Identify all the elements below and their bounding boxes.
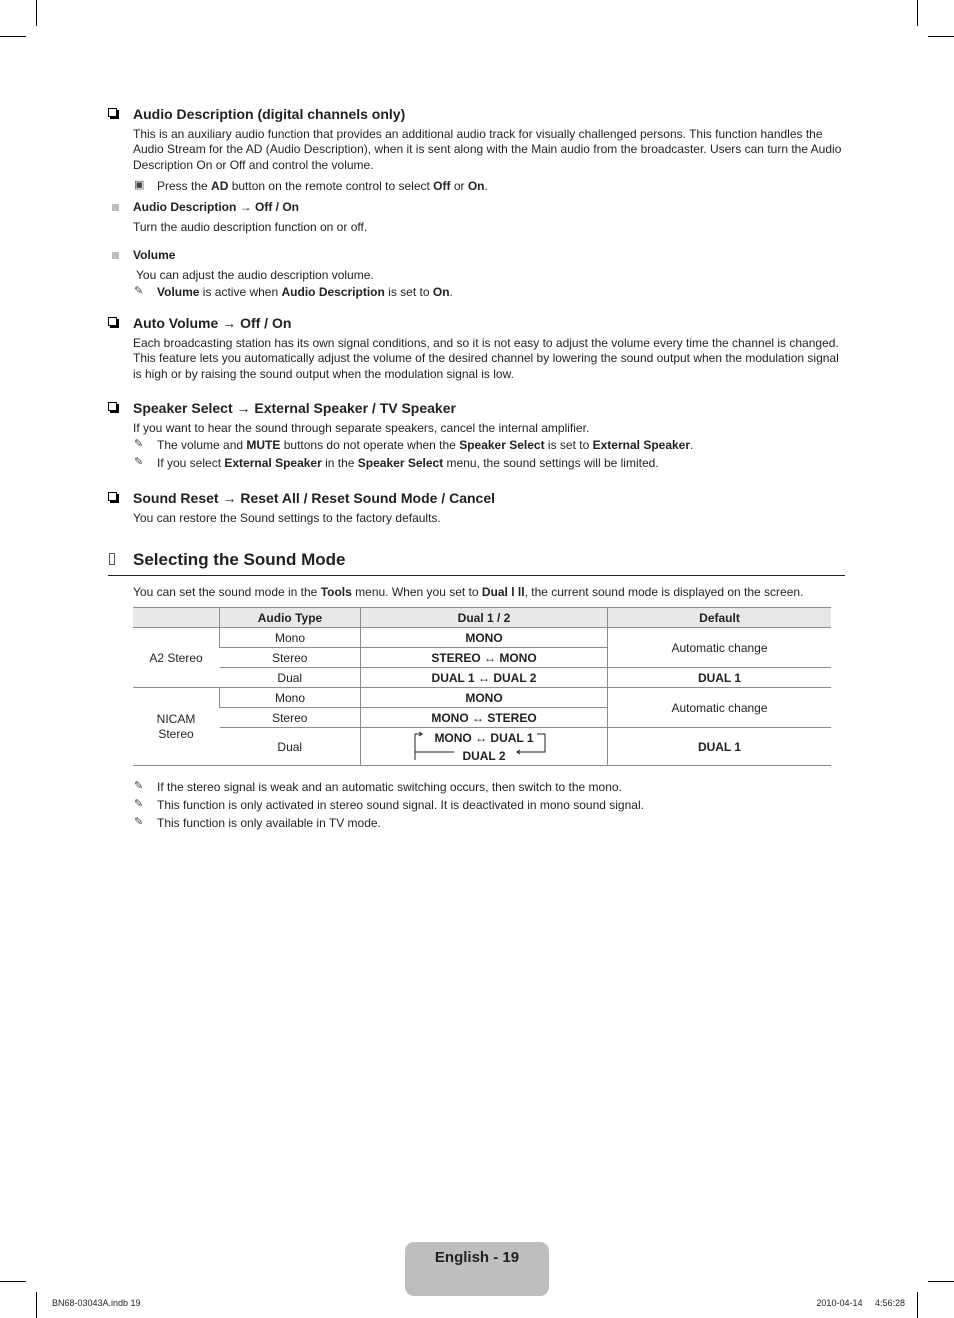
- crop-mark: [928, 36, 954, 37]
- dual-line-1: MONO ↔ DUAL 1: [434, 730, 534, 745]
- section-body: You can restore the Sound settings to the factory defaults.: [133, 511, 441, 525]
- table-cell: DUAL 1: [608, 728, 832, 766]
- subsection-body: Turn the audio description function on or off.: [133, 219, 368, 234]
- dual-line-2: DUAL 2: [462, 748, 506, 763]
- table-cell: Stereo: [220, 648, 361, 668]
- section-sound-reset: [108, 489, 848, 526]
- section-body: Each broadcasting station has its own signal conditions, and so it is not easy to adjust the volume every time the channel is changed. This feature lets you automatically adjust the volume of the desired channel by lowering the sound output when the modulation signal is high or by raising the sound output when the modulation signal is low.: [133, 336, 839, 381]
- table-cell: Mono: [220, 688, 361, 708]
- section-title: Sound Reset → Reset All / Reset Sound Mode / Cancel: [108, 489, 848, 507]
- subsection-body: You can adjust the audio description volume.: [136, 268, 374, 283]
- sound-mode-table: [133, 607, 831, 766]
- table-header: Audio Type: [220, 608, 361, 628]
- table-row: [133, 628, 831, 648]
- square-bullet-icon: [112, 252, 119, 259]
- table-cell: [361, 728, 608, 766]
- note: ✎ If the stereo signal is weak and an automatic switching occurs, then switch to the mono.: [134, 780, 622, 794]
- mode-intro: You can set the sound mode in the Tools menu. When you set to Dual l ll, the current sound mode is displayed on the screen.: [133, 585, 804, 599]
- checkbox-bullet-icon: [108, 492, 117, 501]
- section-speaker-select: [108, 399, 848, 472]
- mode-notes: [108, 778, 848, 832]
- checkbox-bullet-icon: [108, 402, 117, 411]
- table-cell: MONO: [361, 688, 608, 708]
- square-bullet-icon: [112, 204, 119, 211]
- table-header: Dual 1 / 2: [361, 608, 608, 628]
- table-cell: Dual: [220, 728, 361, 766]
- table-cell: STEREO ↔ MONO: [361, 648, 608, 668]
- table-row: [133, 728, 831, 766]
- file-slug: BN68-03043A.indb 19: [52, 1298, 141, 1308]
- table-cell: A2 Stereo: [133, 628, 220, 688]
- section-audio-description: [108, 105, 848, 301]
- crop-mark: [36, 1292, 37, 1318]
- page-number-tab: English - 19: [405, 1242, 549, 1296]
- table-cell: MONO: [361, 628, 608, 648]
- table-cell: Automatic change: [608, 628, 832, 668]
- section-auto-volume: [108, 314, 848, 382]
- date-slug: 2010-04-14 4:56:28: [816, 1298, 905, 1308]
- crop-mark: [917, 0, 918, 26]
- table-header: [133, 608, 220, 628]
- page-title: Selecting the Sound Mode: [133, 550, 346, 569]
- table-cell: MONO ↔ STEREO: [361, 708, 608, 728]
- note: ✎ The volume and MUTE buttons do not operate when the Speaker Select is set to External Speaker.: [134, 438, 694, 453]
- crop-mark: [917, 1292, 918, 1318]
- note-icon: ✎: [134, 798, 144, 810]
- note-icon: ✎: [134, 456, 144, 469]
- crop-mark: [0, 36, 26, 37]
- table-row: [133, 688, 831, 708]
- heading-bullet-icon: [109, 553, 115, 565]
- note: ▣ Press the AD button on the remote control to select Off or On.: [134, 178, 488, 193]
- mode-heading-block: [108, 549, 845, 576]
- crop-mark: [928, 1281, 954, 1282]
- table-cell: Mono: [220, 628, 361, 648]
- remote-button-icon: ▣: [134, 178, 145, 191]
- subsection-title: Audio Description → Off / On: [108, 200, 848, 215]
- note: ✎ If you select External Speaker in the Speaker Select menu, the sound settings will be limited.: [134, 456, 659, 471]
- table-header: Default: [608, 608, 832, 628]
- note-icon: ✎: [134, 438, 144, 451]
- crop-mark: [36, 0, 37, 26]
- note-icon: ✎: [134, 816, 144, 828]
- note-icon: ✎: [134, 285, 144, 298]
- section-body: If you want to hear the sound through separate speakers, cancel the internal amplifier.: [133, 421, 590, 435]
- section-title: Audio Description (digital channels only): [108, 105, 848, 123]
- cycle-arrow-icon: [409, 732, 559, 762]
- note: ✎ This function is only available in TV mode.: [134, 816, 381, 830]
- section-title: Auto Volume → Off / On: [108, 314, 848, 332]
- section-body: This is an auxiliary audio function that provides an additional audio track for visually challenged persons. This function handles the Audio Stream for the AD (Audio Description), when it is sent along with the Main audio from the broadcaster. Users can turn the Audio Description On or Off and control the volume.: [133, 127, 842, 172]
- table-header-row: [133, 608, 831, 628]
- table-cell: DUAL 1 ↔ DUAL 2: [361, 668, 608, 688]
- table-cell: Automatic change: [608, 688, 832, 728]
- checkbox-bullet-icon: [108, 108, 117, 117]
- table-row: [133, 668, 831, 688]
- table-cell: NICAM Stereo: [133, 688, 220, 766]
- section-title: Speaker Select → External Speaker / TV Speaker: [108, 399, 848, 417]
- table-cell: Dual: [220, 668, 361, 688]
- table-cell: Stereo: [220, 708, 361, 728]
- note-icon: ✎: [134, 780, 144, 792]
- checkbox-bullet-icon: [108, 317, 117, 326]
- note: ✎ Volume is active when Audio Description is set to On.: [134, 285, 453, 300]
- table-cell: DUAL 1: [608, 668, 832, 688]
- note: ✎ This function is only activated in stereo sound signal. It is deactivated in mono sound signal.: [134, 798, 644, 812]
- subsection-title: Volume: [108, 248, 848, 263]
- crop-mark: [0, 1281, 26, 1282]
